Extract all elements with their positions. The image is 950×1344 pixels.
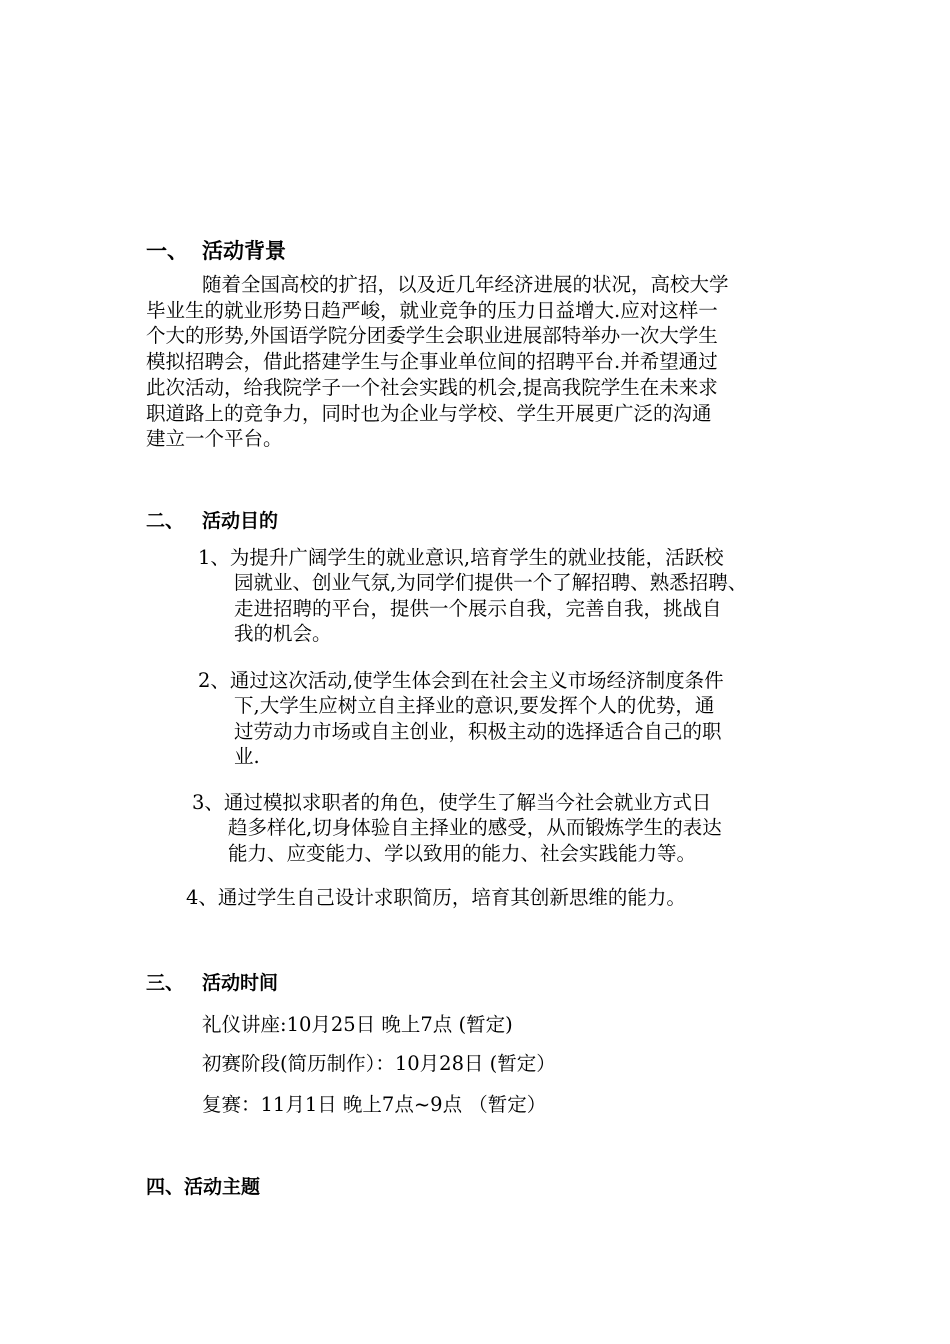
section-title: 活动时间 [202, 972, 279, 994]
section-number: 三、 [146, 972, 185, 994]
item-line: 走进招聘的平台，提供一个展示自我，完善自我，挑战自 [234, 596, 722, 620]
item-line: 能力、应变能力、学以致用的能力、社会实践能力等。 [228, 841, 697, 865]
paragraph-line: 建立一个平台。 [146, 427, 283, 451]
item-line: 2、通过这次活动,使学生体会到在社会主义市场经济制度条件 [198, 669, 724, 692]
section-title: 活动目的 [202, 510, 279, 532]
paragraph-line: 毕业生的就业形势日趋严峻，就业竞争的压力日益增大.应对这样一 [146, 298, 718, 322]
purpose-item-2 [198, 668, 724, 769]
section-heading-time [146, 968, 278, 995]
paragraph-line: 个大的形势,外国语学院分团委学生会职业进展部特举办一次大学生 [146, 324, 718, 348]
item-line: 业. [234, 744, 260, 768]
purpose-item-3 [192, 790, 722, 866]
item-line: 4、通过学生自己设计求职简历，培育其创新思维的能力。 [186, 886, 686, 909]
item-line: 下,大学生应树立自主择业的意识,要发挥个人的优势，通 [234, 694, 715, 718]
section-heading-background [146, 235, 286, 265]
section-title: 活动主题 [184, 1176, 261, 1198]
paragraph-line: 此次活动，给我院学子一个社会实践的机会,提高我院学生在未来求 [146, 375, 718, 399]
background-paragraph [146, 272, 816, 452]
section-number: 一、 [146, 239, 188, 263]
item-line: 我的机会。 [234, 621, 332, 645]
section-number: 四、 [146, 1176, 185, 1198]
schedule-item-second-round: 复赛：11月1日 晚上7点~9点 （暂定） [202, 1093, 547, 1116]
item-line: 园就业、创业气氛,为同学们提供一个了解招聘、熟悉招聘、 [234, 571, 748, 595]
purpose-item-4 [186, 885, 686, 910]
purpose-item-1 [198, 545, 747, 646]
schedule-item-preliminary: 初赛阶段(简历制作）：10月28日 (暂定） [202, 1052, 556, 1075]
item-line: 1、为提升广阔学生的就业意识,培育学生的就业技能，活跃校 [198, 546, 724, 569]
schedule-item-etiquette-lecture: 礼仪讲座:10月25日 晚上7点 (暂定) [202, 1013, 513, 1036]
paragraph-line: 随着全国高校的扩招，以及近几年经济进展的状况，高校大学 [202, 273, 729, 296]
section-heading-purpose [146, 506, 278, 533]
item-line: 趋多样化,切身体验自主择业的感受，从而锻炼学生的表达 [228, 816, 722, 840]
section-title: 活动背景 [202, 239, 286, 263]
paragraph-line: 模拟招聘会，借此搭建学生与企事业单位间的招聘平台.并希望通过 [146, 350, 718, 374]
paragraph-line: 职道路上的竞争力，同时也为企业与学校、学生开展更广泛的沟通 [146, 401, 712, 425]
item-line: 过劳动力市场或自主创业，积极主动的选择适合自己的职 [234, 719, 722, 743]
section-number: 二、 [146, 510, 185, 532]
item-line: 3、通过模拟求职者的角色，使学生了解当今社会就业方式日 [192, 791, 712, 814]
section-heading-theme [146, 1172, 260, 1199]
